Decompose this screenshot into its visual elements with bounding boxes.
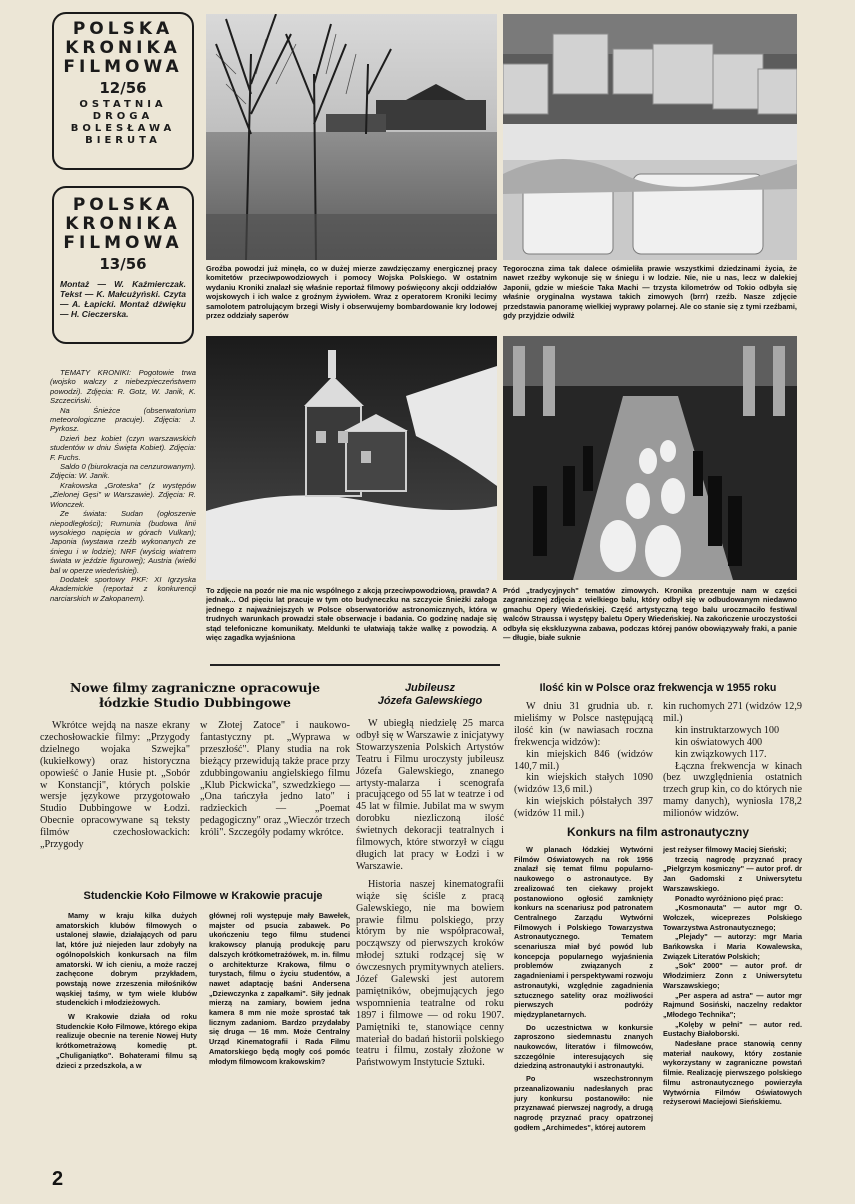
box-sub-line: DROGA [92, 111, 154, 122]
article-jubileusz [356, 682, 504, 1069]
article-text: Nadesłane prace stanowią cenny materiał naukowy, który zostanie wykorzystany w zagraniczne powstań filmie. Realizację pierwszego polskiego filmu astronautycznego powierzyła Wytwórnia Filmów Oświatowych reżyserowi Maciejowi Sieńskiemu. [663, 1039, 802, 1107]
article-title: łódzkie Studio Dubbingowe [99, 695, 291, 710]
photo-flood [206, 14, 497, 260]
box-title-line: POLSKA [72, 19, 174, 39]
article-text: W dniu 31 grudnia ub. r. mieliśmy w Polsce następującą ilość kin (w nawiasach roczna frekwencja widzów): [514, 701, 653, 748]
article-title: Jubileusz [404, 682, 456, 694]
article-text: „Kosmonauta" — autor mgr O. Wołczek, wiceprezes Polskiego Towarzystwa Astronautycznego; [663, 903, 802, 932]
stat-line: kin miejskich 846 (widzów 140,7 mil.) [514, 748, 653, 772]
article-text: Mamy w kraju kilka dużych amatorskich klubów filmowych o ustalonej sławie, działających od paru lat, które już niejeden laur zdobyły na ogólnopolskich konkursach na film amatorski. W ich cieniu, a może raczej zachęcone dobrym przykładem, powstają nowe zrzeszenia miłośników wąskiej taśmy, w tym wiele klubów studenckich i młodzieżowych. [56, 911, 197, 1008]
section-divider [210, 664, 500, 666]
box-title-line: FILMOWA [63, 233, 183, 253]
box-sub-line: BOLESŁAWA [70, 123, 176, 134]
article-title: Józefa Galewskiego [377, 695, 483, 707]
article-konkurs [514, 826, 802, 1132]
article-text: „Per aspera ad astra" — autor mgr Rajmund Sosiński, naczelny redaktor „Młodego Technika"; [663, 990, 802, 1019]
article-text: Po wszechstronnym przeanalizowaniu nadesłanych prac jury konkursu postanowiło: nie przyznawać pierwszej nagrody, a drugą nagrodę przyznać pracy opatrzonej godłem „Archimedes", której autorem [514, 1074, 653, 1132]
box-title-line: FILMOWA [63, 57, 183, 77]
article-text: Łączna frekwencja w kinach (bez uwzględnienia ostatnich trzech grup kin, co do których nie mamy danych), wyniosła 178,2 milionów widzów. [663, 760, 802, 820]
stat-line: kin oświatowych 400 [675, 736, 763, 748]
box-title-line: KRONIKA [65, 38, 181, 58]
topic-item: Dodatek sportowy PKF: XI Igrzyska Akademickie (reportaż z konkurencji narciarskich w Zakopanem). [50, 574, 196, 603]
article-text: w Złotej Zatoce" i naukowo-fantastyczny pt. „Wyprawa w przeszłość". Plany studia na rok bieżący przewidują także prace przy zdubbingowaniu angielskiego filmu „Klub Pickwicka", szwedzkiego — „Ona tańczyła jedno lato" i radzieckich — „Poemat pedagogiczny" oraz „Wieczór trzech króli". Szczegóły podamy wkrótce. [200, 720, 350, 839]
topic-item: Ze świata: Sudan (ogłoszenie niepodległości); Rumunia (budowa linii wysokiego napięcia w górach Vulkan); Japonia (wystawa rzeźb wykonanych ze śniegu i w lodzie); NRF (wyścig wiatrem świata w jeździe figurowej); Austria (wielki bal w operze wiedeńskiej). [50, 509, 196, 575]
article-text: W ubiegłą niedzielę 25 marca odbył się w Warszawie z inicjatywy Stowarzyszenia Polskich Artystów Teatru i Filmu uroczysty jubileusz Józefa Galewskiego, znanego artysty-malarza i scenografa pracującego od 55 lat w teatrze i od 45 lat w filmie. Jubilat ma w swym dorobku niezliczoną ilość świetnych dekoracji teatralnych i filmowych, które stworzył w ciągu długich lat pracy w Łodzi i w Warszawie. [356, 718, 504, 872]
article-text: głównej roli występuje mały Bawełek, majster od psucia zabawek. Po ukończeniu tego filmu studenci krakowscy planują produkcję paru dalszych krótkometrażówek, m. in. filmu o architekturze Krakowa, filmu o turystach, filmu o życiu studentów, a nawet adaptację baśni Andersena „Dziewczynka z zapałkami". Siły jednak mierzą na zamiary, bowiem jedna kamera 8 mm nie może sprostać tak licznym zadaniom. Bardzo przydałaby się druga — 16 mm. Może Centralny Urząd Kinematografii i Rada Filmu Amatorskiego będą mogły coś pomóc młodym filmowcom krakowskim? [209, 911, 350, 1066]
photo-snow-sculptures [503, 14, 797, 260]
topic-item: TEMATY KRONIKI: Pogotowie trwa (wojsko walczy z niebezpieczeństwem powodzi). Zdjęcia: R. Gotz, W. Janik, K. Szczeciński. [50, 368, 196, 406]
box-title-line: KRONIKA [65, 214, 181, 234]
stat-line: kin wiejskich półstałych 397 (widzów 11 mil.) [514, 796, 653, 820]
article-text: „Sok" 2000" — autor prof. dr Włodzimierz Zonn z Uniwersytetu Warszawskiego; [663, 961, 802, 990]
article-title: Ilość kin w Polsce oraz frekwencja w 1955 roku [539, 682, 777, 694]
article-text: W Krakowie działa od roku Studenckie Koło Filmowe, którego ekipa realizuje obecnie na terenie Nowej Huty krótkometrażową komedię pt. „Chuliganiątko". Bohaterami filmu są dzieci z przedszkola, a w [56, 1012, 197, 1070]
box-sub-line: OSTATNIA [79, 99, 167, 110]
article-text: Wkrótce wejdą na nasze ekrany czechosłowackie filmy: „Przygody dzielnego wojaka Szwejka" (kukiełkowy) oraz historyczna opowieść o Janie Husie pt. „Sobór w Konstancji", których polskie wersje językowe przygotowało Studio Dubbingowe w Łodzi. Obecnie opracowywane są teksty filmów czechosłowackich: „Przygody [40, 720, 190, 851]
credits: Montaż — W. Kaźmierczak. Tekst — K. Małcużyński. Czyta — A. Łapicki. Montaż dźwięku — H. Cieczerska. [60, 279, 186, 319]
newsreel-topics [50, 368, 196, 668]
article-text: Do uczestnictwa w konkursie zaproszono siedemnastu znanych naukowców, literatów i filmowców, szczególnie interesujących się dziedziną astronautyki i astronautyki. [514, 1022, 653, 1071]
box-number: 13/56 [99, 255, 147, 273]
stat-line: kin instruktarzowych 100 [675, 724, 780, 736]
article-text: trzecią nagrodę przyznać pracy „Pielgrzym kosmiczny" — autor prof. dr Jan Gadomski z Uniwersytetu Warszawskiego. [663, 854, 802, 893]
caption-snow-sculptures: Tegoroczna zima tak dalece ośmieliła prawie wszystkimi dziedzinami życia, że nawet rzeźby wykonuje się w śniegu i w lodzie. Nie, nie u nas, lecz w dalekiej Japonii, gdzie w mieście Taka Machi — trzysta kilometrów od Tokio odbyła się właśnie oryginalna wystawa takich zimowych (brrr) rzeźb. Nasze zdjęcie przedstawia panoramę wielkiej wyprawy polarnej. Ale co stanie się z tymi rzeźbami, gdy przyjdzie odwilż [503, 264, 797, 321]
photo-opera-ball [503, 336, 797, 580]
topic-item: Saldo 0 (biurokracja na cenzurowanym). Zdjęcia: W. Janik. [50, 462, 196, 481]
article-title: Konkurs na film astronautyczny [566, 825, 750, 839]
article-text: Ponadto wyróżniono pięć prac: [675, 893, 784, 903]
box-sub-line: BIERUTA [85, 135, 161, 146]
article-text: jest reżyser filmowy Maciej Sieński; [663, 845, 787, 854]
box-title-line: POLSKA [72, 195, 174, 215]
article-title: Nowe filmy zagraniczne opracowuje [69, 680, 321, 695]
photo-observatory [206, 336, 497, 580]
stat-line: kin wiejskich stałych 1090 (widzów 13,6 mil.) [514, 772, 653, 796]
article-dubbing [40, 680, 350, 851]
box-number: 12/56 [99, 79, 147, 97]
article-text: „Plejady" — autorzy: mgr Maria Bańkowska i Maria Kowalewska, Związek Literatów Polskich; [663, 932, 802, 961]
article-title: Studenckie Koło Filmowe w Krakowie pracuje [83, 890, 323, 902]
newsreel-box-13-56 [52, 186, 194, 344]
article-text: „Kolęby w pełni" — autor red. Eustachy Białoborski. [663, 1019, 802, 1039]
topic-item: Na Śnieżce (obserwatorium meteorologiczne pracuje). Zdjęcia: J. Pyrkosz. [50, 405, 196, 434]
article-kina [514, 682, 802, 820]
topic-item: Krakowska „Groteska" (z występów „Zielonej Gęsi" w Warszawie). Zdjęcia: R. Wionczek. [50, 480, 196, 509]
stat-line: kin związkowych 117. [675, 748, 767, 760]
topic-item: Dzień bez kobiet (czyn warszawskich studentów w dniu Święta Kobiet). Zdjęcia: F. Fuchs. [50, 433, 196, 462]
stat-line: kin ruchomych 271 (widzów 12,9 mil.) [663, 701, 802, 724]
article-text: W planach łódzkiej Wytwórni Filmów Oświatowych na rok 1956 znalazł się temat filmu popularno-naukowego o astronautyce. By zrealizować ten ciekawy projekt postanowiono ogłosić zamknięty konkurs na scenariusz pod patronatem Centralnego Zarządu Wytwórni Filmowych i Polskiego Towarzystwa Astronautycznego. Tematem scenariusza miał być powód lub koncepcja popularnego wyjaśnienia problemów związanych z zagadnieniami i perspektywami rozwoju astronautyki, względnie zagadnienia sztucznego satelity oraz możliwości pierwszych podróży międzyplanetarnych. [514, 845, 653, 1019]
article-text: Historia naszej kinematografii wiąże się ściśle z pracą Galewskiego, nie ma bowiem prawie filmu polskiego, przy którym by nie współpracował, począwszy od pierwszych kroków młodej sztuki rodzącej się w ówczesnych prymitywnych ateliers. Józef Galewski jest autorem pamiętników, obejmujących jego wspomnienia teatralne od roku 1897 i filmowe — od roku 1907. Pamiętniki te, stanowiące cenny materiał do badań historii polskiego teatru i filmu, zostały złożone w Państwowym Instytucie Sztuki. [356, 878, 504, 1069]
page-number: 2 [52, 1168, 64, 1190]
caption-flood: Groźba powodzi już minęła, co w dużej mierze zawdzięczamy energicznej pracy komitetów przeciwpowodziowych i pomocy Wojska Polskiego. W ostatnim wydaniu Kroniki znalazł się właśnie reportaż filmowy poświęcony akcji oddziałów wojskowych i ich walce z groźnym żywiołem. Wraz z operatorem Kroniki lecimy samolotem patrolującym brzegi Wisły i obserwujemy bombardowanie kry lodowej przez oddziały saperów [206, 264, 497, 321]
caption-observatory: To zdjęcie na pozór nie ma nic wspólnego z akcją przeciwpowodziową, prawda? A jednak... Od pięciu lat pracuje w tym oto budyneczku na szczycie Śnieżki załoga jednego z najważniejszych w Polsce obserwatoriów astronomicznych, która w trudnych warunkach prowadzi stałe obserwacje i badania. Co godzinę nadaje się stąd telefoniczne komunikaty. Meldunki te ułatwiają także walkę z powodzią. A więc zagadka wyjaśniona [206, 586, 497, 643]
newsreel-box-12-56 [52, 12, 194, 170]
caption-opera-ball: Pród „tradycyjnych" tematów zimowych. Kronika prezentuje nam w części zagranicznej zdjęcia z wielkiego balu, który odbył się w odbudowanym niedawno gmachu Opery Wiedeńskiej. Część artystyczną tego balu uroczmaciło festiwal walców Straussa i występy baletu Opery Wiedeńskiej. Na zakończenie uroczystości odbyła się ekskluzywna zabawa, podczas której panów obowiązywały fraki, a panie — długie, białe suknie [503, 586, 797, 643]
article-studenckie [56, 890, 350, 1070]
